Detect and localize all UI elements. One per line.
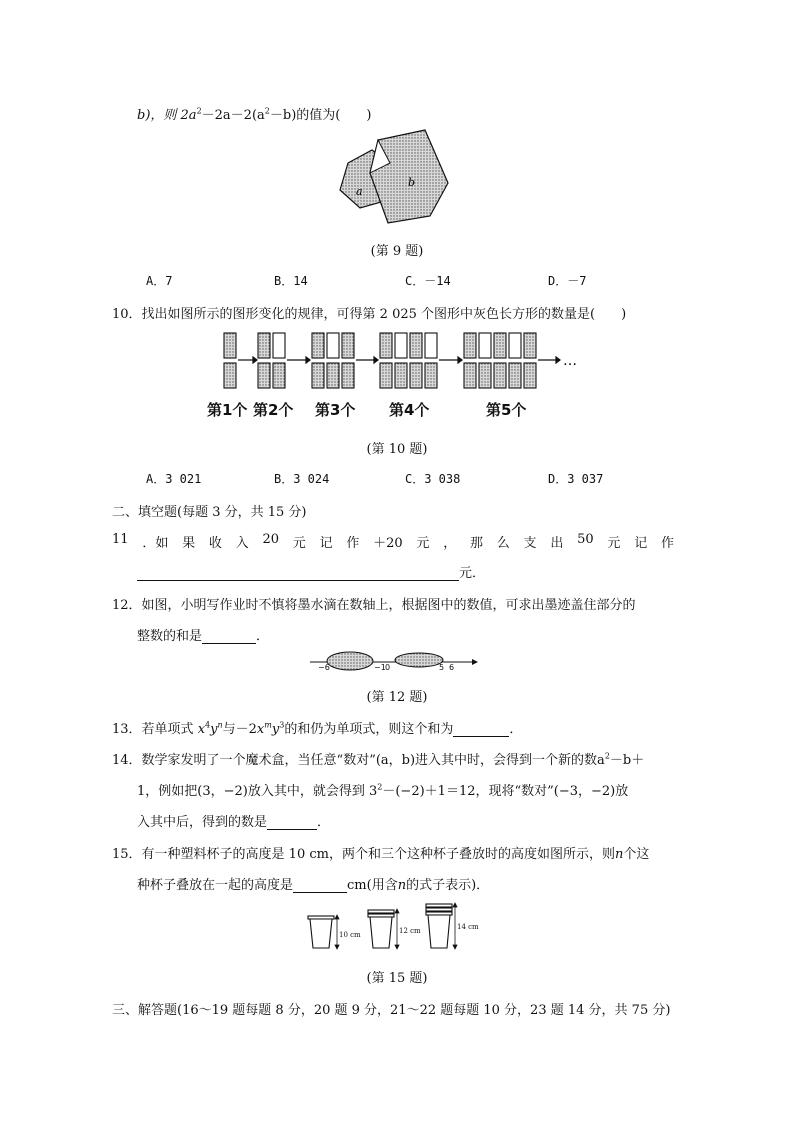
tick-label-minus-6: −6 bbox=[318, 663, 330, 672]
q12-caption: (第 12 题) bbox=[366, 690, 428, 705]
ink-blot-left bbox=[327, 652, 373, 670]
q15-figure-cups bbox=[306, 902, 486, 954]
q14-stem-1: 14．数学家发明了一个魔术盒，当任意“数对”(a，b)进入其中时，会得到一个新的数$a^2-b+$ bbox=[112, 751, 645, 768]
q13-answer-blank[interactable] bbox=[453, 722, 509, 737]
tick-label-0: 0 bbox=[385, 663, 391, 672]
q13-stem: 13．若单项式 $x^4y^n$与$-2x^my^3$的和仍为单项式，则这个和为 ． bbox=[112, 720, 523, 737]
fig10-label-2: 第2个 bbox=[253, 401, 294, 419]
cup3-height-label: 14 cm bbox=[457, 923, 479, 931]
label-a: a bbox=[356, 185, 363, 198]
q12-answer-blank[interactable] bbox=[202, 629, 256, 644]
q15-stem-2: 种杯子叠放在一起的高度是 cm(用含n的式子表示)． bbox=[137, 878, 490, 893]
tick-label-6: 6 bbox=[449, 663, 455, 672]
q9-figure-pentagons bbox=[330, 128, 460, 228]
cup2-height-label: 12 cm bbox=[399, 927, 421, 935]
label-b: b bbox=[408, 176, 416, 189]
q10-caption: (第 10 题) bbox=[366, 442, 428, 457]
q10-option-b[interactable]: B．3 024 bbox=[274, 472, 330, 486]
q10-stem: 10．找出如图所示的图形变化的规律，可得第 2 025 个图形中灰色长方形的数量是( ) bbox=[112, 307, 627, 322]
q9-caption: (第 9 题) bbox=[370, 244, 424, 259]
tick-label-minus-1: −1 bbox=[374, 663, 386, 672]
q15-stem-1: 15．有一种塑料杯子的高度是 10 cm，两个和三个这种杯子叠放时的高度如图所示，则n个这 bbox=[112, 847, 650, 862]
q11-stem: 11 ．如 果 收 入 20 元 记 作 ＋20 元 ， 那 么 支 出 50 元 记 作 bbox=[112, 532, 674, 551]
q10-option-c[interactable]: C．3 038 bbox=[405, 472, 461, 486]
q12-stem-2: 整数的和是 ． bbox=[137, 629, 270, 644]
section-3-title: 三、解答题(16～19 题每题 8 分，20 题 9 分，21～22 题每题 10 分，23 题 14 分，共 75 分) bbox=[112, 1003, 671, 1018]
ink-blot-right bbox=[395, 653, 443, 667]
fig10-label-4: 第4个 bbox=[389, 401, 430, 419]
q12-number-line bbox=[308, 650, 480, 674]
cup1-height-label: 10 cm bbox=[339, 931, 361, 939]
section-2-title: 二、填空题(每题 3 分，共 15 分) bbox=[112, 505, 307, 520]
q12-stem-1: 12．如图，小明写作业时不慎将墨水滴在数轴上，根据图中的数值，可求出墨迹盖住部分的 bbox=[112, 598, 636, 613]
q9-option-b[interactable]: B．14 bbox=[274, 274, 308, 288]
fig10-label-5: 第5个 bbox=[486, 401, 527, 419]
tick-label-5: 5 bbox=[439, 663, 445, 672]
q9-option-c[interactable]: C．－14 bbox=[405, 274, 451, 288]
q9-option-a[interactable]: A．7 bbox=[146, 274, 173, 288]
q14-stem-3: 入其中后，得到的数是 ． bbox=[137, 815, 331, 830]
q9-stem: b)，则 $2a^2-2a-2(a^2-b)$的值为( ) bbox=[137, 106, 372, 123]
q15-answer-blank[interactable] bbox=[293, 878, 347, 893]
q10-option-a[interactable]: A．3 021 bbox=[146, 472, 202, 486]
q15-caption: (第 15 题) bbox=[366, 971, 428, 986]
fig10-label-1: 第1个 bbox=[207, 401, 248, 419]
sequence-ellipsis: … bbox=[563, 353, 577, 369]
q14-stem-2: 1，例如把(3，−2)放入其中，就会得到 $3^2-(-2)+1=12$，现将“数对”(−3，−2)放 bbox=[137, 782, 629, 799]
q9-option-d[interactable]: D．－7 bbox=[548, 274, 587, 288]
q10-figure-sequence bbox=[220, 330, 590, 392]
fig10-label-3: 第3个 bbox=[315, 401, 356, 419]
q10-option-d[interactable]: D．3 037 bbox=[548, 472, 604, 486]
q11-answer-line: 元． bbox=[137, 562, 485, 581]
q11-answer-blank[interactable] bbox=[137, 566, 459, 581]
q14-answer-blank[interactable] bbox=[267, 815, 317, 830]
